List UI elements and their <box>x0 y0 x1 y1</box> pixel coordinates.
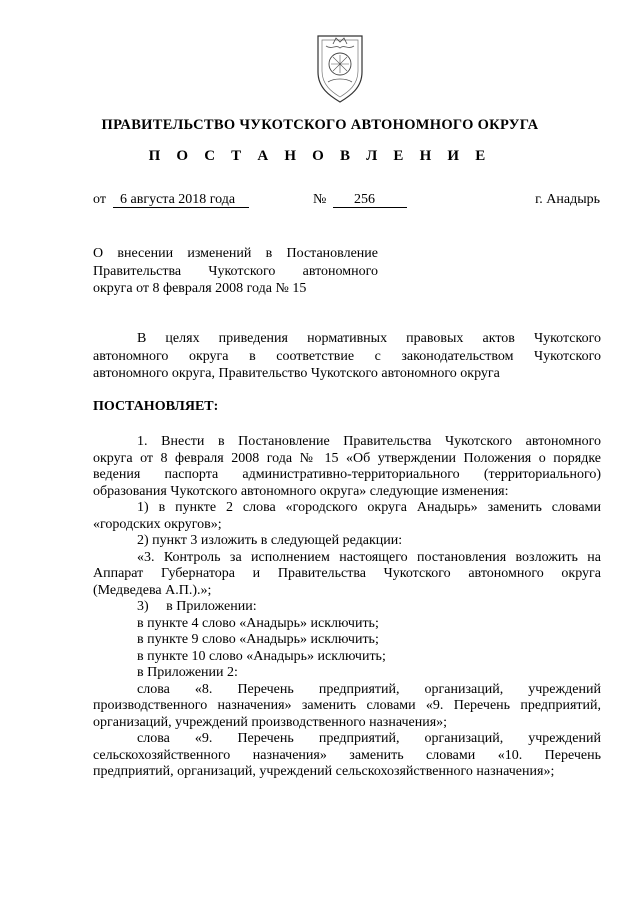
body-line: Аппарат Губернатора и Правительства Чукотского автономного округа <box>93 566 601 581</box>
body-line: в Приложении 2: <box>137 665 238 680</box>
document-body <box>93 434 601 781</box>
body-line: «городских округов»; <box>93 516 222 532</box>
body-line: ведения паспорта административно-территориального (территориального) <box>93 467 601 482</box>
body-line: образования Чукотского автономного округа» следующие изменения: <box>93 483 509 499</box>
body-line: 1) в пункте 2 слова «городского округа Анадырь» заменить словами <box>137 500 601 515</box>
body-line: 3) в Приложении: <box>137 599 257 614</box>
body-line: слова «9. Перечень предприятий, организаций, учреждений <box>137 731 601 746</box>
body-line: в пункте 9 слово «Анадырь» исключить; <box>137 632 379 647</box>
document-type-title: П О С Т А Н О В Л Е Н И Е <box>148 148 492 164</box>
preamble-paragraph <box>93 330 601 383</box>
body-line: организаций, учреждений производственного назначения»; <box>93 714 448 730</box>
body-line: в пункте 4 слово «Анадырь» исключить; <box>137 615 379 631</box>
number-label: № <box>313 192 327 207</box>
document-date: 6 августа 2018 года <box>113 192 249 208</box>
document-place: г. Анадырь <box>535 192 600 207</box>
subject-line: Правительства Чукотского автономного <box>93 263 378 279</box>
body-line: (Медведева А.П.).»; <box>93 582 212 598</box>
body-line: 2) пункт 3 изложить в следующей редакции: <box>137 533 403 548</box>
subject-line: О внесении изменений в Постановление <box>93 246 378 261</box>
body-line: 1. Внести в Постановление Правительства Чукотского автономного <box>137 434 601 449</box>
date-label: от <box>93 192 106 207</box>
body-line: округа от 8 февраля 2008 года № 15 «Об утверждении Положения о порядке <box>93 450 601 466</box>
organization-title: ПРАВИТЕЛЬСТВО ЧУКОТСКОГО АВТОНОМНОГО ОКРУГА <box>101 117 539 133</box>
preamble-line: автономного округа, Правительство Чукотского автономного округа <box>93 366 500 381</box>
body-line: в пункте 10 слово «Анадырь» исключить; <box>137 648 386 664</box>
body-line: производственного назначения» заменить словами «9. Перечень предприятий, <box>93 698 601 713</box>
preamble-line: В целях приведения нормативных правовых актов Чукотского <box>137 331 601 346</box>
document-meta-row <box>93 192 600 210</box>
coat-of-arms-icon <box>300 28 380 106</box>
subject-line: округа от 8 февраля 2008 года № 15 <box>93 281 307 296</box>
preamble-line: автономного округа в соответствие с законодательством Чукотского <box>93 348 601 364</box>
body-line: слова «8. Перечень предприятий, организаций, учреждений <box>137 681 601 697</box>
body-line: «3. Контроль за исполнением настоящего постановления возложить на <box>137 549 601 565</box>
body-line: сельскохозяйственного назначения» заменить словами «10. Перечень <box>93 747 601 763</box>
document-subject <box>93 245 378 298</box>
decree-heading: ПОСТАНОВЛЯЕТ: <box>93 399 219 414</box>
document-number: 256 <box>333 192 407 208</box>
body-line: предприятий, организаций, учреждений сельскохозяйственного назначения»; <box>93 764 555 779</box>
